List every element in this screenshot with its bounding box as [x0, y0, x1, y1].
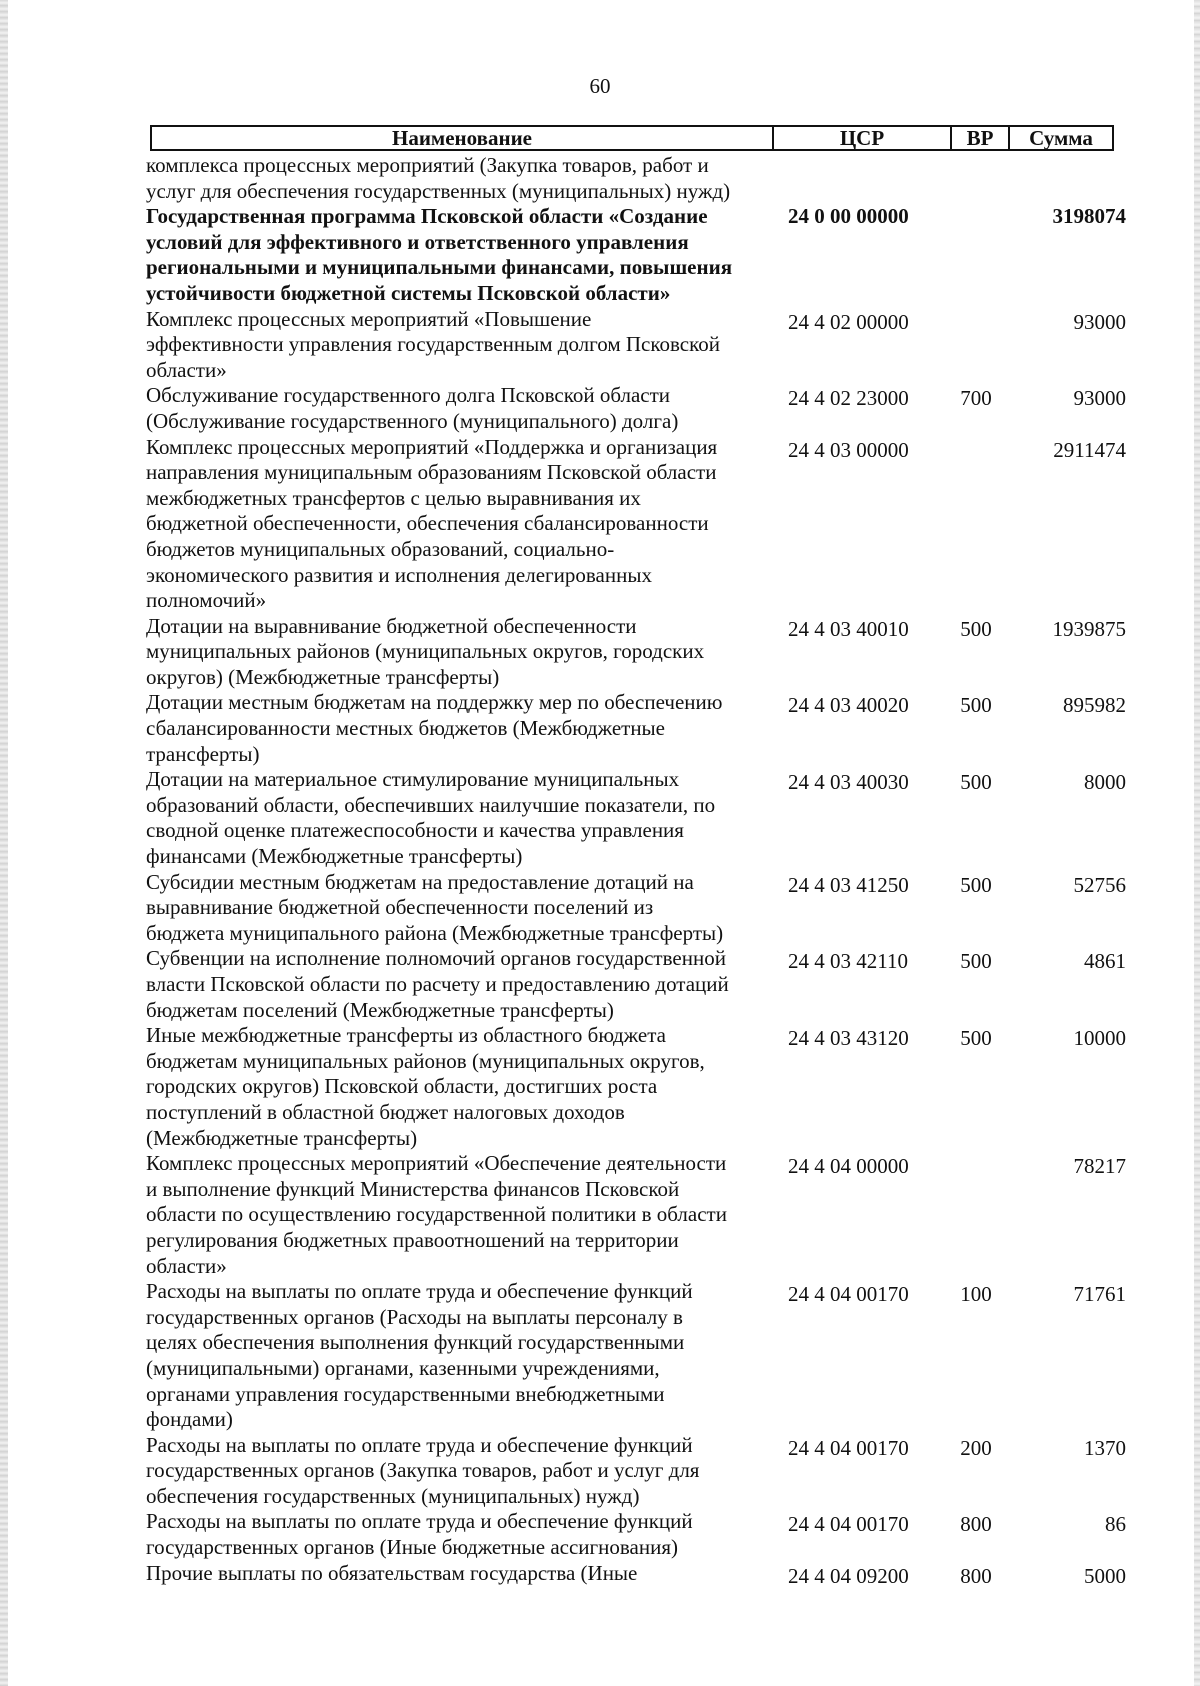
- table-header: [150, 125, 1114, 151]
- row-vr: 500: [960, 693, 992, 718]
- row-sum: 3198074: [1052, 204, 1126, 229]
- row-name: Иные межбюджетные трансферты из областного бюджета бюджетам муниципальных районов (муниципальных округов, городских округов) Псковской области, достигших роста поступлений в областной бюджет налоговых доходов (Межбюджетные трансферты): [146, 1023, 705, 1150]
- row-sum: 71761: [1073, 1282, 1126, 1307]
- row-csr: 24 4 03 41250: [788, 872, 909, 897]
- table-row: [146, 1561, 1126, 1590]
- page-number: 60: [589, 74, 611, 98]
- row-name: Государственная программа Псковской области «Создание условий для эффективного и ответственного управления региональными и муниципальными финансами, повышения устойчивости бюджетной системы Псковской области»: [146, 204, 733, 305]
- row-sum: 895982: [1063, 693, 1126, 718]
- row-csr: 24 4 04 09200: [788, 1563, 909, 1588]
- row-csr: 24 4 04 00170: [788, 1435, 909, 1460]
- table-row: [146, 1279, 1126, 1433]
- table-row: [146, 204, 1126, 306]
- row-sum: 4861: [1084, 949, 1126, 974]
- table-row: [146, 1433, 1126, 1510]
- row-sum: 52756: [1073, 872, 1126, 897]
- row-name: Прочие выплаты по обязательствам государства (Иные: [146, 1560, 638, 1585]
- row-vr: [946, 204, 1006, 306]
- table-row: [146, 690, 1126, 767]
- row-name: Комплекс процессных мероприятий «Поддержка и организация направления муниципальным образованиям Псковской области межбюджетных трансфертов с целью выравнивания их бюджетной обеспеченности, обеспечения сбалансированности бюджетов муниципальных образований, социально- экономического развития и исполнения делегированных полномочий»: [146, 434, 718, 613]
- row-sum: 8000: [1084, 770, 1126, 795]
- row-name: Дотации местным бюджетам на поддержку мер по обеспечению сбалансированности местных бюджетов (Межбюджетные трансферты): [146, 690, 723, 766]
- row-csr: 24 4 03 40020: [788, 693, 909, 718]
- table-row: [146, 946, 1126, 1023]
- table-row: [146, 383, 1126, 434]
- table-body: [146, 153, 1126, 1589]
- table-row: [146, 870, 1126, 947]
- table-row: [146, 1509, 1126, 1560]
- row-name: Дотации на выравнивание бюджетной обеспеченности муниципальных районов (муниципальных округов, городских округов) (Межбюджетные трансферты): [146, 613, 705, 689]
- row-csr: 24 4 03 43120: [788, 1026, 909, 1051]
- header-name: Наименование: [152, 127, 774, 149]
- row-name: Расходы на выплаты по оплате труда и обеспечение функций государственных органов (Иные бюджетные ассигнования): [146, 1509, 693, 1560]
- row-sum: 86: [1105, 1512, 1126, 1537]
- row-vr: 500: [960, 616, 992, 641]
- table-row: [146, 153, 1126, 204]
- row-name: Дотации на материальное стимулирование муниципальных образований области, обеспечивших наилучшие показатели, по сводной оценке платежеспособности и качества управления финансами (Межбюджетные трансферты): [146, 767, 716, 869]
- row-vr: [946, 1151, 1006, 1279]
- row-sum: 1370: [1084, 1435, 1126, 1460]
- row-vr: 800: [960, 1512, 992, 1537]
- row-sum: 93000: [1073, 309, 1126, 334]
- header-sum: Сумма: [1029, 125, 1093, 150]
- row-csr: [766, 153, 946, 204]
- row-csr: 24 4 02 23000: [788, 386, 909, 411]
- row-sum: 1939875: [1052, 616, 1126, 641]
- row-name: Расходы на выплаты по оплате труда и обеспечение функций государственных органов (Закупка товаров, работ и услуг для обеспечения государственных (муниципальных) нужд): [146, 1432, 700, 1508]
- row-vr: 500: [960, 949, 992, 974]
- table-row: [146, 767, 1126, 869]
- row-vr: 500: [960, 770, 992, 795]
- row-csr: 24 4 03 40010: [788, 616, 909, 641]
- row-sum: [1006, 153, 1126, 204]
- table-row: [146, 307, 1126, 384]
- row-name: Расходы на выплаты по оплате труда и обеспечение функций государственных органов (Расходы на выплаты персоналу в целях обеспечения выполнения функций государственными (муниципальными) органами, казенными учреждениями, органами управления государственными внебюджетными фондами): [146, 1279, 693, 1432]
- row-vr: 500: [960, 872, 992, 897]
- row-name: Субвенции на исполнение полномочий органов государственной власти Псковской области по расчету и предоставлению дотаций бюджетам поселений (Межбюджетные трансферты): [146, 946, 729, 1022]
- row-vr: 500: [960, 1026, 992, 1051]
- row-name: Обслуживание государственного долга Псковской области (Обслуживание государственного (муниципального) долга): [146, 383, 679, 433]
- row-name: комплекса процессных мероприятий (Закупка товаров, работ и услуг для обеспечения государственных (муниципальных) нужд): [146, 153, 731, 203]
- row-vr: 200: [960, 1435, 992, 1460]
- row-vr: [946, 153, 1006, 204]
- row-sum: 2911474: [1053, 437, 1126, 462]
- row-csr: 24 4 04 00170: [788, 1282, 909, 1307]
- scan-edge-left: [0, 0, 8, 1686]
- row-name: Комплекс процессных мероприятий «Обеспечение деятельности и выполнение функций Министерства финансов Псковской области по осуществлению государственной политики в области регулирования бюджетных правоотношений на территории области»: [146, 1151, 727, 1278]
- row-name: Комплекс процессных мероприятий «Повышение эффективности управления государственным долгом Псковской области»: [146, 306, 720, 382]
- row-sum: 10000: [1073, 1026, 1126, 1051]
- row-csr: 24 4 02 00000: [788, 309, 909, 334]
- row-sum: 78217: [1073, 1154, 1126, 1179]
- table-row: [146, 614, 1126, 691]
- row-vr: 700: [960, 386, 992, 411]
- row-name: Субсидии местным бюджетам на предоставление дотаций на выравнивание бюджетной обеспеченности поселений из бюджета муниципального района (Межбюджетные трансферты): [146, 869, 724, 945]
- header-vr: ВР: [952, 127, 1010, 149]
- row-csr: 24 4 04 00000: [788, 1154, 909, 1179]
- row-vr: [946, 307, 1006, 384]
- row-sum: 93000: [1073, 386, 1126, 411]
- row-csr: 24 4 03 40030: [788, 770, 909, 795]
- table-row: [146, 1023, 1126, 1151]
- row-vr: [946, 435, 1006, 614]
- row-sum: 5000: [1084, 1563, 1126, 1588]
- row-csr: 24 4 03 00000: [788, 437, 909, 462]
- table-row: [146, 1151, 1126, 1279]
- row-csr: 24 4 03 42110: [788, 949, 908, 974]
- header-csr: ЦСР: [774, 127, 952, 149]
- scan-edge-right: [1194, 0, 1200, 1686]
- table-row: [146, 435, 1126, 614]
- row-csr: 24 4 04 00170: [788, 1512, 909, 1537]
- row-vr: 800: [960, 1563, 992, 1588]
- row-csr: 24 0 00 00000: [788, 204, 909, 229]
- row-vr: 100: [960, 1282, 992, 1307]
